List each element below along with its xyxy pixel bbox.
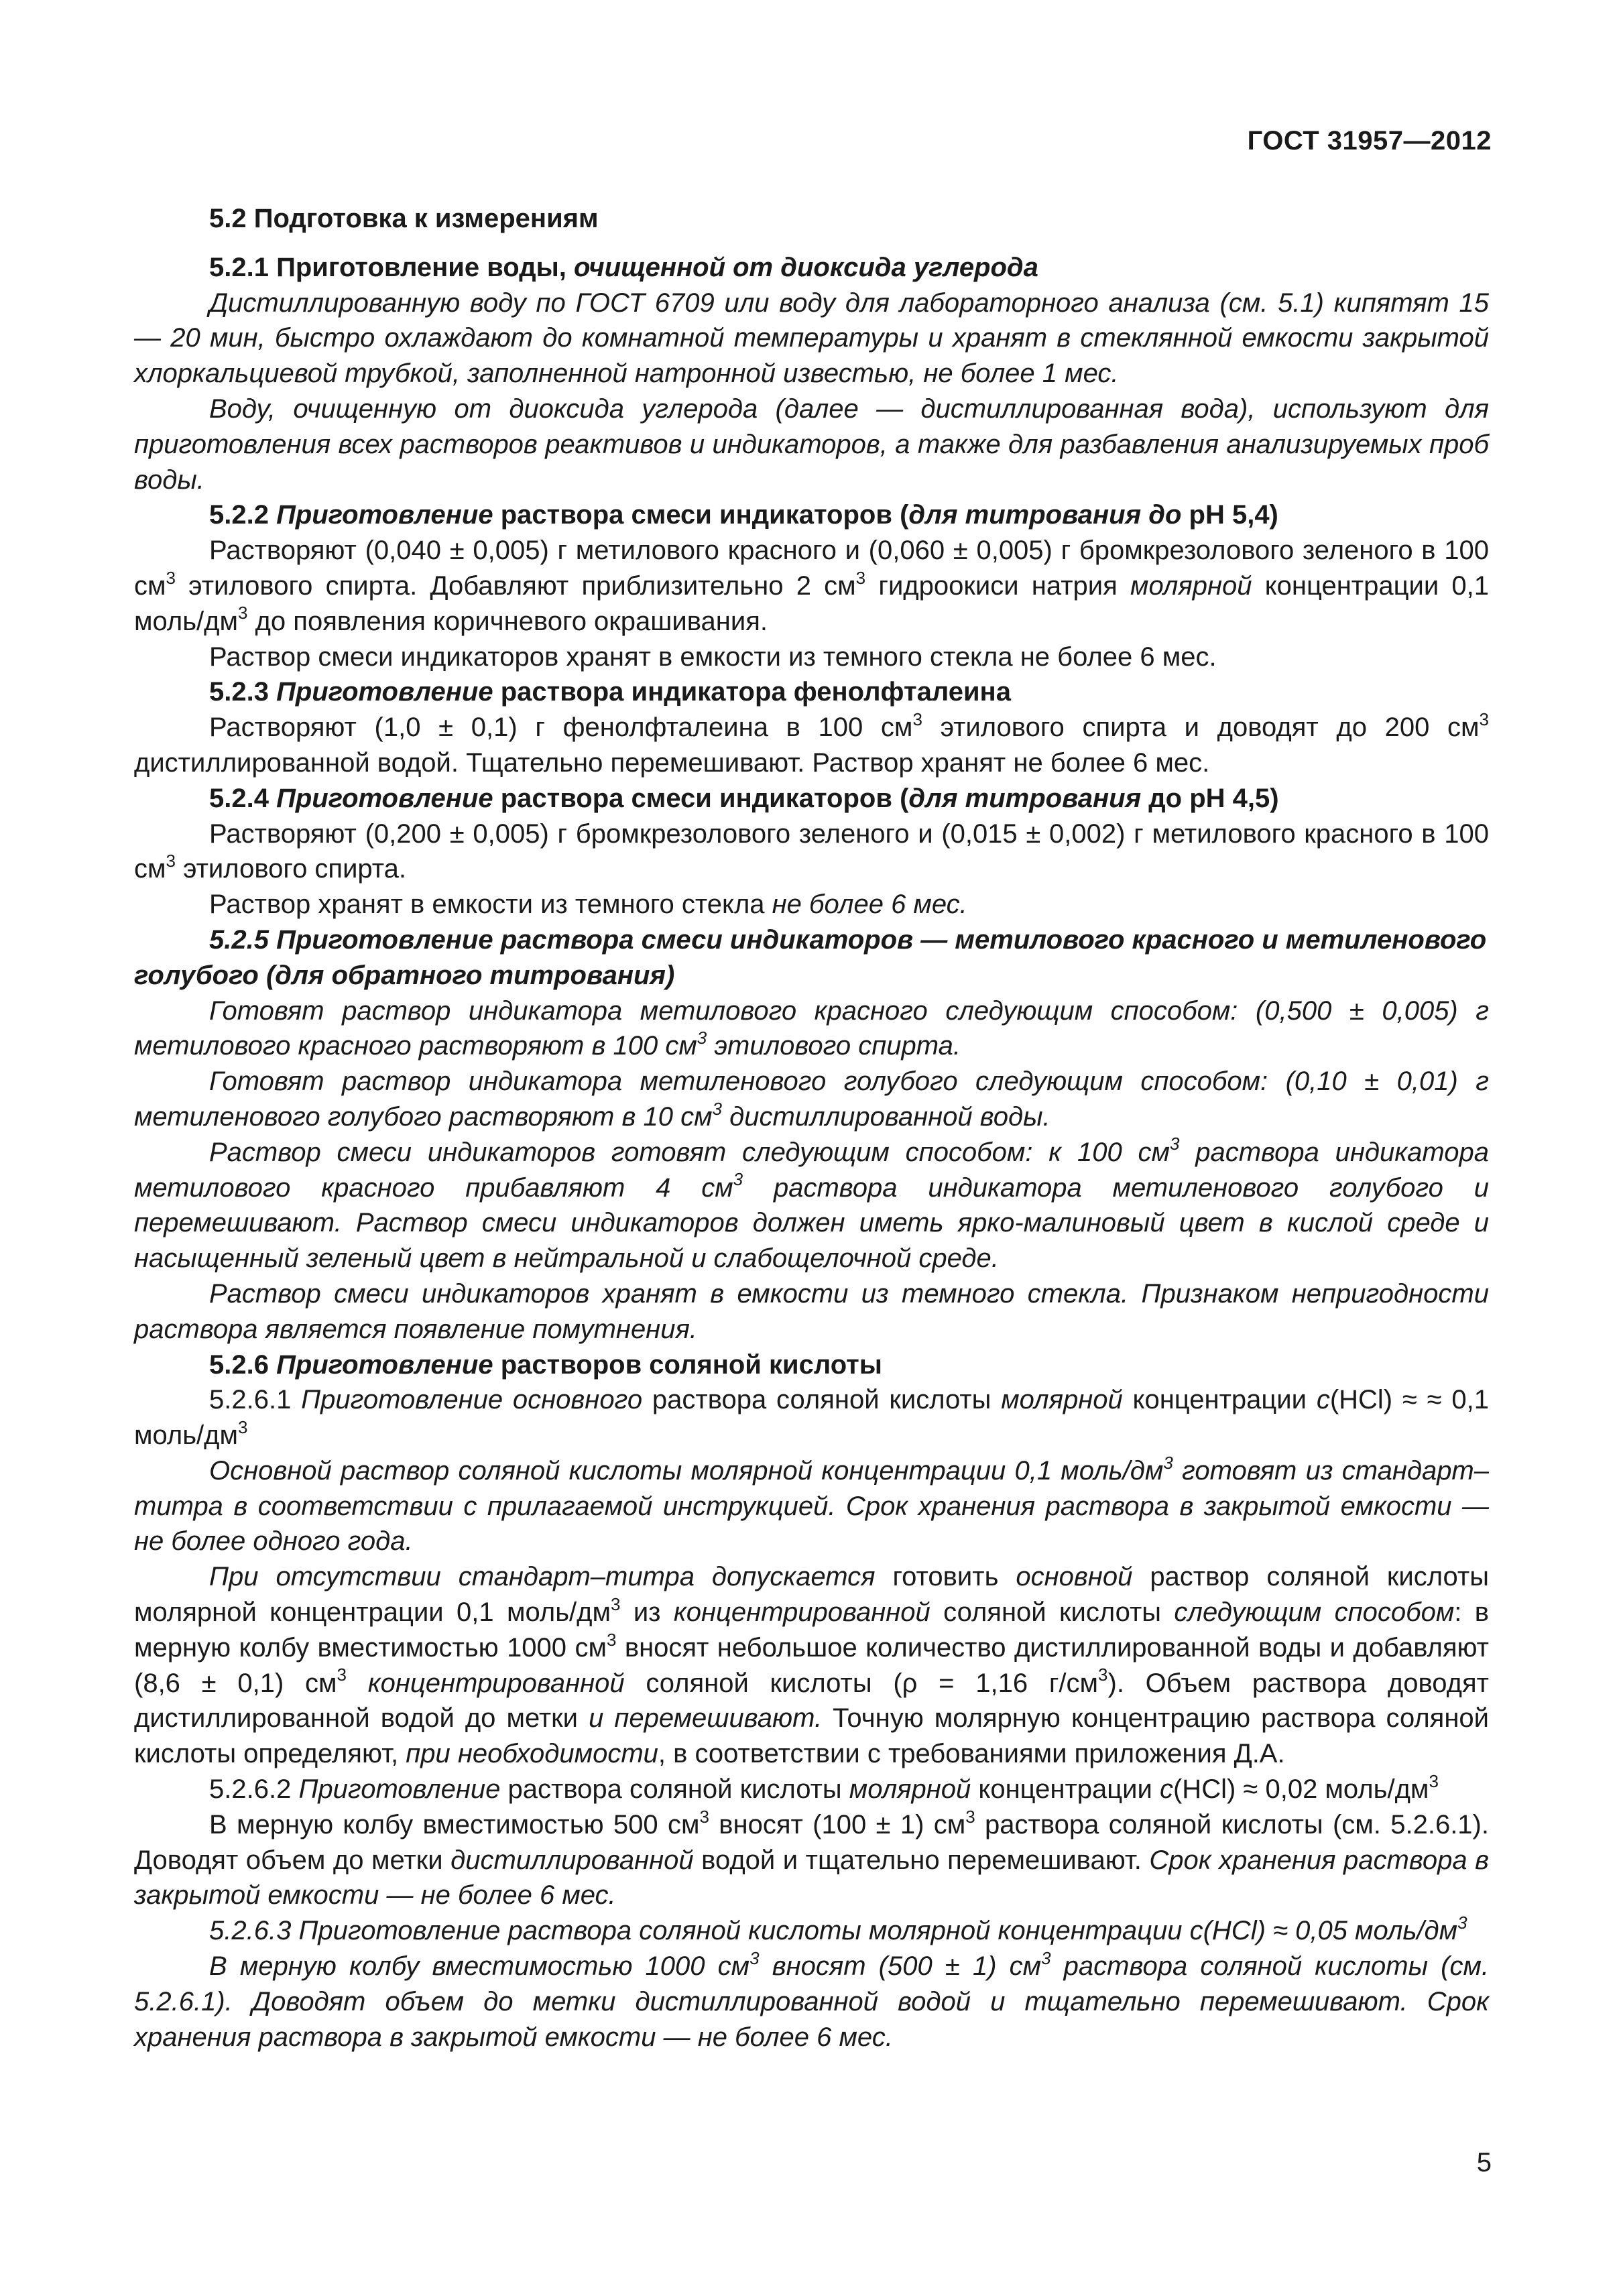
text-run: раствора соляной кислоты (500, 1774, 849, 1805)
text-run: Воду, очищенную от диоксида углерода (далее — дистиллированная вода), используют для приготовления всех растворов реактивов и индикаторов, а также для разбавления анализируемых проб воды. (134, 394, 1489, 495)
paragraph (134, 1382, 1489, 1453)
text-run: (HCl) ≈ ≈ 0,1 моль/дм (134, 1385, 1490, 1451)
paragraph (134, 1064, 1489, 1135)
section-heading (134, 497, 1489, 533)
text-run: c (1159, 1774, 1173, 1805)
text-run: 5.2.6.3 Приготовление раствора соляной кислоты молярной концентрации c(HCl) ≈ 0,05 моль/дм (209, 1916, 1458, 1946)
text-run: раствора индикатора фенолфталеина (493, 677, 1011, 707)
section-heading (134, 922, 1489, 993)
text-run: не более 6 мес. (772, 890, 967, 920)
text-run: 5.2.6 (209, 1349, 277, 1380)
text-run: 3 (1169, 1134, 1180, 1154)
text-run: дистиллированной водой. Тщательно перемешивают. Раствор хранят не более 6 мес. (134, 747, 1210, 778)
text-run: растворов соляной кислоты (493, 1349, 882, 1380)
text-run: готовят из стандарт–титра в соответствии с прилагаемой инструкцией. Срок хранения раствора в закрытой емкости — не более одного года. (134, 1455, 1490, 1557)
text-run: раствора соляной кислоты (642, 1385, 1002, 1415)
text-run: 3 (166, 567, 176, 588)
text-run: этилового спирта. (175, 854, 407, 884)
text-run: 3 (238, 1416, 248, 1437)
text-run: концентрации (971, 1774, 1160, 1805)
text-run: Раствор смеси индикаторов хранят в емкости из темного стекла не более 6 мес. (209, 642, 1217, 672)
text-run: 3 (337, 1665, 347, 1685)
paragraph (134, 286, 1489, 391)
text-run: 3 (855, 567, 866, 588)
paragraph (134, 1276, 1489, 1347)
text-run: 3 (1429, 1770, 1439, 1791)
text-run: концентрированной (673, 1597, 930, 1628)
text-run: гидроокиси натрия (865, 570, 1131, 601)
text-run: Растворяют (0,200 ± 0,005) г бромкрезолового зеленого и (0,015 ± 0,002) г метилового красного в 100 см (134, 819, 1489, 884)
text-run: Приготовление (276, 500, 493, 530)
text-run: 3 (712, 1098, 722, 1119)
text-run: Приготовление (276, 1349, 493, 1380)
paragraph (134, 1949, 1489, 2055)
text-run: В мерную колбу вместимостью 500 см (209, 1809, 700, 1839)
section-heading (134, 250, 1489, 286)
text-run: Растворяют (0,040 ± 0,005) г метилового красного и (0,060 ± 0,005) г бромкрезолового зеленого в 100 см (134, 536, 1489, 601)
text-run: концентрации (1122, 1385, 1317, 1415)
text-run: Срок хранения раствора в закрытой емкости — не более 6 мес. (134, 1845, 1489, 1911)
text-run: Раствор хранят в емкости из темного стекла (209, 890, 772, 920)
text-run: 3 (965, 1806, 975, 1827)
text-run: и перемешивают. (589, 1703, 823, 1734)
text-run: : в мерную колбу вместимостью 1000 см (134, 1597, 1489, 1663)
text-run: 3 (1163, 1452, 1173, 1473)
text-run: вносят (500 ± 1) см (759, 1951, 1042, 1982)
text-run: 5.2.1 Приготовление воды, (209, 252, 574, 282)
text-run: 5.2 Подготовка к измерениям (209, 204, 599, 233)
text-run: Приготовление (276, 783, 493, 813)
section-heading (134, 781, 1489, 817)
paragraph (134, 1135, 1489, 1276)
section-heading (134, 674, 1489, 710)
text-run: очищенной от диоксида углерода (573, 252, 1038, 282)
text-run: для титрования до (908, 500, 1182, 530)
text-run: этилового спирта и доводят до 200 см (922, 713, 1480, 743)
text-run: 5.2.4 (209, 783, 277, 813)
text-run: 3 (606, 1629, 617, 1650)
text-run: раствор соляной кислоты молярной концентрации 0,1 моль/дм (134, 1562, 1489, 1628)
paragraph (134, 1453, 1489, 1559)
text-run: вносят (100 ± 1) см (709, 1809, 966, 1839)
text-run: раствора соляной кислоты (см. 5.2.6.1). Доводят объем до метки дистиллированной водой и тщательно перемешивают. Срок хранения раствора в закрытой емкости — не более 6 мес. (134, 1951, 1489, 2052)
text-run: 5.2.6.2 (209, 1774, 299, 1805)
text-run: ). Объем раствора доводят дистиллированной водой до метки (134, 1668, 1489, 1734)
text-run: молярной (1001, 1385, 1123, 1415)
text-run: 3 (912, 709, 922, 729)
text-run: дистиллированной (450, 1845, 694, 1875)
page-number: 5 (1476, 2148, 1492, 2177)
text-run: Приготовление (298, 1774, 501, 1805)
text-run: 3 (1098, 1665, 1108, 1685)
paragraph (134, 391, 1489, 497)
text-run: молярной (849, 1774, 971, 1805)
text-run: дистиллированной воды. (721, 1101, 1050, 1132)
text-run: концентрации 0,1 моль/дм (134, 570, 1490, 636)
text-run: до появления коричневого окрашивания. (247, 606, 768, 636)
paragraph (134, 710, 1489, 781)
text-run: 3 (1457, 1912, 1467, 1933)
text-run: водой и тщательно перемешивают. (693, 1845, 1150, 1875)
text-run: раствора индикатора метиленового голубого и перемешивают. Раствор смеси индикаторов должен иметь ярко-малиновый цвет в кислой среде и насыщенный зеленый цвет в нейтральной и слабощелочной среде. (134, 1172, 1489, 1274)
text-run: соляной кислоты (930, 1597, 1175, 1628)
text-run: для титрования (908, 783, 1142, 813)
text-run: раствора индикатора метилового красного прибавляют 4 см (134, 1137, 1490, 1203)
text-run: 3 (749, 1947, 760, 1968)
text-run: раствора соляной кислоты (см. 5.2.6.1). Доводят объем до метки (134, 1809, 1489, 1875)
paragraph (134, 887, 1489, 922)
text-run: 3 (697, 1028, 707, 1048)
document-body (134, 201, 1489, 2055)
text-run: вносят небольшое количество дистиллированной воды и добавляют (8,6 ± 0,1) см (134, 1632, 1489, 1698)
text-run: , в соответствии с требованиями приложения Д.А. (658, 1739, 1285, 1769)
text-run: 3 (1041, 1947, 1051, 1968)
text-run (347, 1669, 368, 1698)
text-run: молярной (1130, 570, 1252, 601)
text-run: раствора смеси индикаторов ( (493, 500, 909, 530)
text-run: Дистиллированную воду по ГОСТ 6709 или воду для лабораторного анализа (см. 5.1) кипятят 15 — 20 мин, быстро охлаждают до комнатной температуры и хранят в стеклянной емкости закрытой хлоркальциевой трубкой, заполненной натронной известью, не более 1 мес. (134, 288, 1489, 389)
text-run: основной (1016, 1562, 1133, 1592)
text-run: этилового спирта. (707, 1031, 961, 1061)
paragraph (134, 993, 1489, 1065)
paragraph (134, 817, 1489, 888)
section-heading (134, 1347, 1489, 1383)
text-run: Раствор смеси индикаторов хранят в емкости из темного стекла. Признаком непригодности раствора является появление помутнения. (134, 1278, 1489, 1344)
text-run: концентрированной (367, 1668, 625, 1698)
text-run: раствора смеси индикаторов ( (493, 783, 909, 813)
paragraph (134, 533, 1489, 639)
paragraph (134, 640, 1489, 675)
text-run: В мерную колбу вместимостью 1000 см (209, 1951, 750, 1982)
text-run: 3 (1479, 709, 1489, 729)
text-run: 5.2.2 (209, 500, 277, 530)
text-run: (HCl) ≈ 0,02 моль/дм (1173, 1774, 1429, 1805)
text-run: 5.2.6.1 (209, 1385, 302, 1415)
text-run: Точную молярную концентрацию раствора соляной кислоты определяют, (134, 1703, 1489, 1769)
text-run: pH 5,4) (1181, 500, 1278, 530)
text-run: этилового спирта. Добавляют приблизительно 2 см (175, 570, 856, 601)
text-run: 5.2.5 Приготовление раствора смеси индикаторов — метилового красного и метиленового голубого (для обратного титрования) (134, 924, 1487, 990)
text-run: Раствор смеси индикаторов готовят следующим способом: к 100 см (209, 1137, 1170, 1167)
text-run: 3 (699, 1806, 709, 1827)
text-run: Приготовление основного (301, 1385, 643, 1415)
text-run: из (620, 1597, 674, 1628)
paragraph (134, 1807, 1489, 1913)
section-heading (134, 201, 1489, 237)
text-run: при необходимости (406, 1739, 658, 1769)
text-run: При отсутствии стандарт–титра допускается (209, 1562, 876, 1592)
text-run: Готовят раствор индикатора метиленового голубого следующим способом: (0,10 ± 0,01) г метиленового голубого растворяют в 10 см (134, 1067, 1489, 1132)
text-run: 3 (238, 603, 248, 623)
text-run: Основной раствор соляной кислоты молярной концентрации 0,1 моль/дм (209, 1455, 1164, 1486)
text-run: до pH 4,5) (1141, 783, 1279, 813)
text-run: c (1316, 1385, 1330, 1415)
text-run: Приготовление (276, 677, 493, 707)
text-run: Растворяют (1,0 ± 0,1) г фенолфталеина в 100 см (209, 713, 913, 743)
paragraph (134, 1772, 1489, 1807)
text-run: готовить (875, 1562, 1016, 1592)
text-run: 5.2.3 (209, 677, 277, 707)
text-run: 3 (733, 1169, 743, 1190)
text-run: 3 (610, 1593, 621, 1614)
text-run: соляной кислоты (ρ = 1,16 г/см (624, 1668, 1099, 1698)
document-code-header: ГОСТ 31957—2012 (1247, 126, 1492, 156)
text-run: 3 (166, 851, 176, 871)
text-run: следующим способом (1174, 1597, 1455, 1628)
paragraph (134, 1913, 1489, 1949)
text-run: Готовят раствор индикатора метилового красного следующим способом: (0,500 ± 0,005) г метилового красного растворяют в 100 см (134, 995, 1489, 1061)
paragraph (134, 1559, 1489, 1772)
